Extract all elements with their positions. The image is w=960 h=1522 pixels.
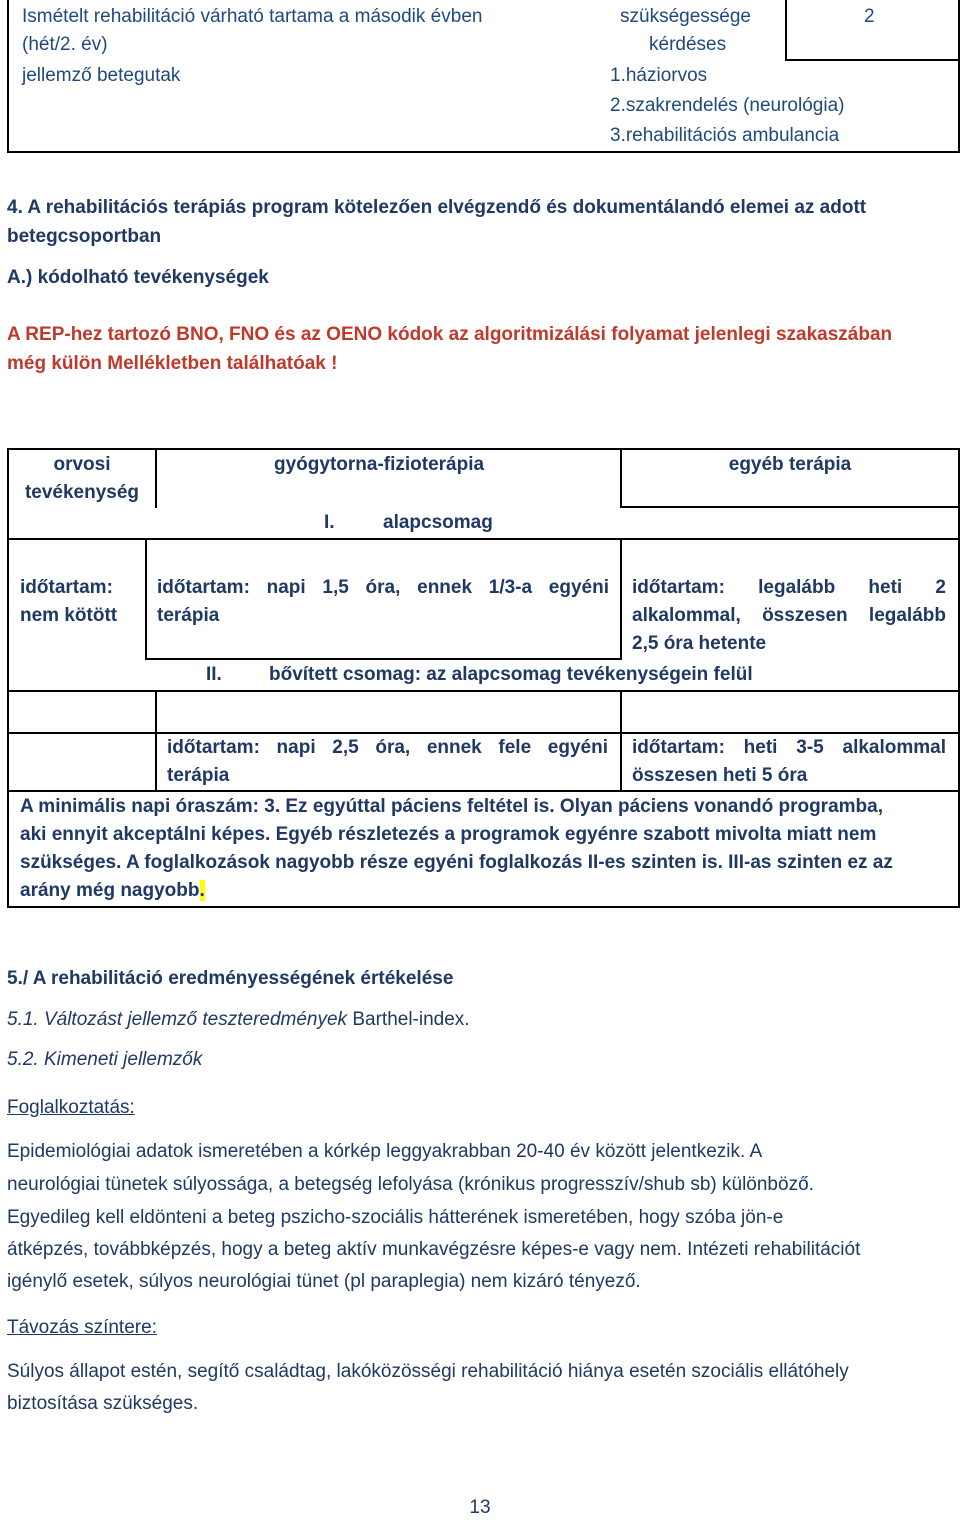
discharge-p-line2: biztosítása szükséges. — [7, 1393, 199, 1414]
summary-line2: aki ennyit akceptálni képes. Egyéb részletezés a programok egyénre szabott mivolta miatt nem — [20, 824, 877, 845]
r1-c3-line2: alkalommal, összesen legalább — [632, 605, 946, 626]
employment-p-line5: igénylő esetek, súlyos neurológiai tünet (pl paraplegia) nem kizáró tényező. — [7, 1271, 641, 1292]
discharge-p-line1: Súlyos állapot estén, segítő családtag, lakóközösségi rehabilitáció hiánya esetén szociális ellátóhely — [7, 1361, 849, 1382]
discharge-heading: Távozás színtere: — [7, 1317, 157, 1338]
top-table-c2-line2: kérdéses — [649, 34, 727, 55]
col1-header-line1: orvosi — [53, 454, 111, 475]
s51-row — [7, 1006, 470, 1034]
s51-value: Barthel-index. — [352, 1009, 470, 1030]
employment-p-line4: átképzés, továbbképzés, hogy a beteg aktív munkavégzésre képes-e vagy nem. Intézeti rehabilitációt — [7, 1239, 861, 1260]
employment-heading: Foglalkoztatás: — [7, 1097, 135, 1118]
section-4-note-line1: A REP-hez tartozó BNO, FNO és az OENO kódok az algoritmizálási folyamat jelenlegi szakaszában — [7, 324, 893, 345]
top-table-c1-line2: (hét/2. év) — [22, 34, 108, 55]
section-4-subheading: A.) kódolható tevékenységek — [7, 267, 269, 288]
employment-p-line1: Epidemiológiai adatok ismeretében a kórkép leggyakrabban 20-40 év között jelentkezik. A — [7, 1141, 763, 1162]
top-table-c2-line4: 2.szakrendelés (neurológia) — [610, 95, 845, 116]
s51-label: 5.1. Változást jellemző teszteredmények — [7, 1009, 348, 1030]
section-5-heading: 5./ A rehabilitáció eredményességének értékelése — [7, 968, 454, 989]
col3-header: egyéb terápia — [728, 454, 852, 475]
package1-label: alapcsomag — [383, 512, 493, 533]
r2-c3-line2: összesen heti 5 óra — [632, 765, 808, 786]
r2-c2-line2: terápia — [167, 765, 230, 786]
summary-line3: szükséges. A foglalkozások nagyobb része egyéni foglalkozás II-es szinten is. III-as szinten ez az — [20, 852, 893, 873]
section-4-note-line2: még külön Mellékletben találhatóak ! — [7, 353, 338, 374]
top-table-c1-line1: Ismételt rehabilitáció várható tartama a második évben — [22, 6, 483, 27]
r1-c2-line1: időtartam: napi 1,5 óra, ennek 1/3-a egyéni — [157, 577, 609, 598]
employment-p-line3: Egyedileg kell eldönteni a beteg pszicho-szociális hátterének ismeretében, hogy szóba jön-e — [7, 1207, 784, 1228]
package1-number: I. — [324, 512, 335, 533]
package2-number: II. — [206, 664, 222, 685]
employment-p-line2: neurológiai tünetek súlyossága, a betegség lefolyása (krónikus progresszív/shub sb) különböző. — [7, 1174, 814, 1195]
top-table-c1-line3: jellemző betegutak — [22, 65, 181, 86]
top-table-c2-line1: szükségessége — [620, 6, 751, 27]
top-table-c2-line3: 1.háziorvos — [610, 65, 708, 86]
summary-line4 — [20, 877, 205, 905]
summary-line4-text: arány még nagyobb — [20, 880, 200, 901]
page-number: 13 — [469, 1497, 491, 1518]
section-4-heading-line1: 4. A rehabilitációs terápiás program kötelezően elvégzendő és dokumentálandó elemei az adott — [7, 197, 867, 218]
s52-label: 5.2. Kimeneti jellemzők — [7, 1049, 203, 1070]
col1-header-line2: tevékenység — [24, 482, 140, 503]
r1-c2-line2: terápia — [157, 605, 220, 626]
package2-label: bővített csomag: az alapcsomag tevékenységein felül — [269, 664, 753, 685]
r2-c2-line1: időtartam: napi 2,5 óra, ennek fele egyéni — [167, 737, 608, 758]
r2-c3-line1: időtartam: heti 3-5 alkalommal — [632, 737, 946, 758]
r1-c1-line1: időtartam: — [20, 577, 113, 598]
section-4-heading-line2: betegcsoportban — [7, 226, 162, 247]
r1-c3-line1: időtartam: legalább heti 2 — [632, 577, 946, 598]
top-table-c3-value: 2 — [864, 6, 875, 27]
summary-line1: A minimális napi óraszám: 3. Ez egyúttal páciens feltétel is. Olyan páciens vonandó programba, — [20, 796, 883, 817]
top-table-c2-line5: 3.rehabilitációs ambulancia — [610, 125, 840, 146]
r1-c1-line2: nem kötött — [20, 605, 118, 626]
summary-line4-highlight: . — [199, 880, 205, 901]
r1-c3-line3: 2,5 óra hetente — [632, 633, 767, 654]
col2-header: gyógytorna-fizioterápia — [274, 454, 485, 475]
